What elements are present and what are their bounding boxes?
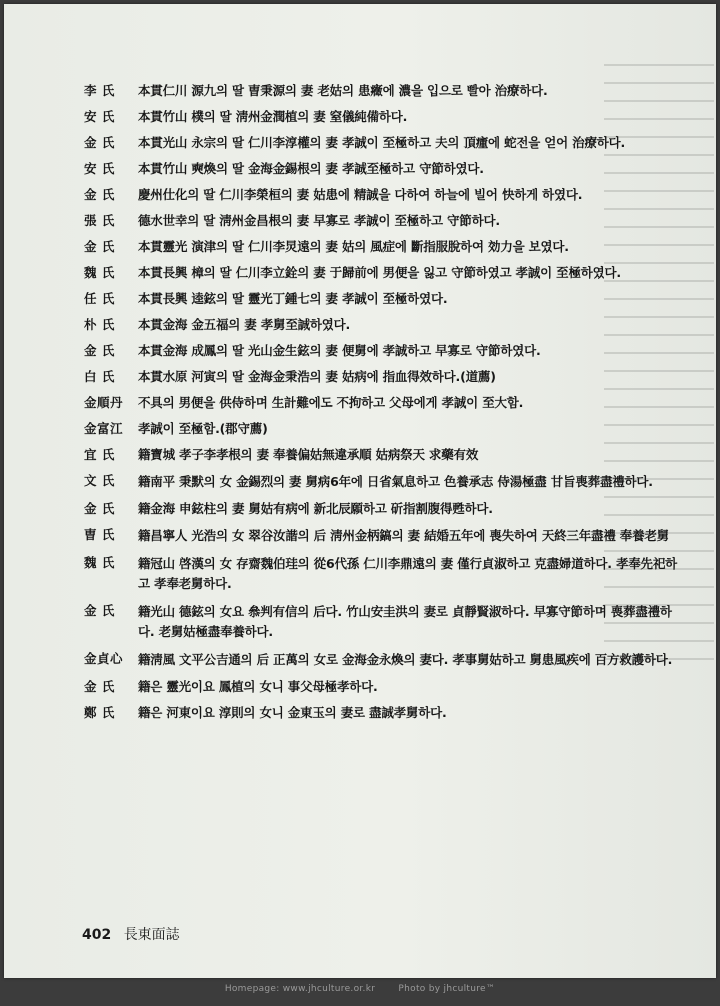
book-title: 長東面誌 [123, 927, 180, 943]
entry [84, 186, 684, 204]
entry-text: 本貫仁川 源九의 딸 曺秉源의 妻 老姑의 患癥에 濃을 입으로 빨아 治療하다. [138, 83, 548, 98]
entry-text: 孝誠이 至極함.(郡守薦) [138, 421, 268, 436]
entry-text: 慶州仕化의 딸 仁川李榮桓의 妻 姑患에 精誠을 다하여 하늘에 빌어 快하게 하였다. [138, 187, 583, 202]
photo-credit: Photo by jhculture™ [398, 984, 496, 994]
entry [84, 290, 684, 308]
entry-text: 籍은 河東이요 淳則의 女니 金東玉의 妻로 盡誠孝舅하다. [138, 705, 447, 720]
entry-name: 金 氏 [84, 135, 115, 150]
entry-text: 不具의 男便을 供侍하며 生計難에도 不拘하고 父母에게 孝誠이 至大함. [138, 395, 524, 410]
entry-text: 籍南平 秉默의 女 金錫烈의 妻 舅病6年에 日省氣息하고 色養承志 侍湯極盡 甘旨喪葬盡禮하다. [138, 474, 653, 489]
entry-name: 鄭 氏 [84, 705, 115, 720]
entry [84, 264, 684, 282]
entry-name: 金 氏 [84, 343, 115, 358]
entry [84, 212, 684, 230]
entry-name: 白 氏 [84, 369, 115, 384]
page-footer [82, 924, 180, 944]
entry [84, 316, 684, 334]
entry [84, 368, 684, 386]
entry-name: 金 氏 [84, 679, 115, 694]
entry-name: 金 氏 [84, 187, 115, 202]
entry-text: 本貫光山 永宗의 딸 仁川李淳權의 妻 孝誠이 至極하고 夫의 頂瘇에 蛇전을 얻어 治療하다. [138, 135, 626, 150]
entry [84, 650, 684, 670]
entry-text: 籍淸風 文平公吉通의 后 正萬의 女로 金海金永煥의 妻다. 孝事舅姑하고 舅患風疾에 百方救護하다. [138, 652, 673, 667]
entry-text: 籍昌寧人 光浩의 女 翠谷汝諧의 后 淸州金柄鎬의 妻 結婚五年에 喪失하여 天終三年盡禮 奉養老舅 [138, 528, 669, 543]
entry-name: 文 氏 [84, 473, 115, 488]
entry [84, 134, 684, 152]
page-number: 402 [82, 927, 112, 943]
entry [84, 704, 684, 722]
entry-text: 本貫靈光 演津의 딸 仁川李炅遠의 妻 姑의 風症에 斷指服脫하여 効力을 보였다. [138, 239, 569, 254]
entry-text: 本貫竹山 樸의 딸 淸州金潤植의 妻 窒儀純備하다. [138, 109, 408, 124]
entry-name: 張 氏 [84, 213, 115, 228]
entry-name: 金貞心 [84, 651, 124, 666]
entry [84, 602, 684, 642]
entry-name: 朴 氏 [84, 317, 115, 332]
entry [84, 342, 684, 360]
entry [84, 678, 684, 696]
entry [84, 526, 684, 546]
entry [84, 82, 684, 100]
entry [84, 160, 684, 178]
entry [84, 420, 684, 438]
entry-name: 魏 氏 [84, 555, 115, 570]
entry-text: 籍金海 申鉉柱의 妻 舅姑有病에 新北辰願하고 斫指割腹得甦하다. [138, 501, 493, 516]
entry-text: 本貫長興 樟의 딸 仁川李立銓의 妻 于歸前에 男便을 잃고 守節하였고 孝誠이 至極하였다. [138, 265, 621, 280]
entry-name: 安 氏 [84, 109, 115, 124]
entry [84, 554, 684, 594]
entry-text: 本貫金海 成鳳의 딸 光山金生鉉의 妻 便舅에 孝誠하고 早寡로 守節하였다. [138, 343, 541, 358]
entry-name: 曺 氏 [84, 527, 115, 542]
entry-text: 籍光山 德鉉의 女요 叅判有信의 后다. 竹山安圭洪의 妻로 貞靜賢淑하다. 早寡守節하며 喪葬盡禮하다. 老舅姑極盡奉養하다. [138, 604, 672, 639]
homepage-credit: Homepage: www.jhculture.or.kr [224, 984, 376, 994]
entry [84, 500, 684, 518]
entry [84, 394, 684, 412]
entry-text: 本貫長興 逵鉉의 딸 靈光丁鍾七의 妻 孝誠이 至極하였다. [138, 291, 448, 306]
entry [84, 446, 684, 464]
entry-name: 金順丹 [84, 395, 124, 410]
entry [84, 108, 684, 126]
entry [84, 472, 684, 492]
entry [84, 238, 684, 256]
entry-text: 籍은 靈光이요 鳳植의 女니 事父母極孝하다. [138, 679, 378, 694]
watermark-credit [0, 984, 720, 994]
entry-name: 金 氏 [84, 501, 115, 516]
entry-text: 籍冠山 啓漢의 女 存齋魏伯珪의 從6代孫 仁川李鼎遠의 妻 僅行貞淑하고 克盡婦道하다. 孝奉先祀하고 孝奉老舅하다. [138, 556, 678, 591]
entry-text: 籍寶城 孝子李孝根의 妻 奉養偏姑無違承順 姑病祭天 求藥有效 [138, 447, 479, 462]
entry-name: 任 氏 [84, 291, 115, 306]
entry-text: 本貫水原 河寅의 딸 金海金秉浩의 妻 姑病에 指血得效하다.(道薦) [138, 369, 496, 384]
document-page [4, 4, 716, 978]
entry-name: 宜 氏 [84, 447, 115, 462]
entry-name: 李 氏 [84, 83, 115, 98]
entry-text: 德水世幸의 딸 淸州金昌根의 妻 早寡로 孝誠이 至極하고 守節하다. [138, 213, 500, 228]
entry-name: 魏 氏 [84, 265, 115, 280]
entry-list [84, 82, 684, 730]
entry-name: 金 氏 [84, 603, 115, 618]
entry-name: 安 氏 [84, 161, 115, 176]
entry-name: 金 氏 [84, 239, 115, 254]
entry-name: 金富江 [84, 421, 124, 436]
entry-text: 本貫竹山 奭煥의 딸 金海金錫根의 妻 孝誠至極하고 守節하였다. [138, 161, 484, 176]
entry-text: 本貫金海 金五福의 妻 孝舅至誠하였다. [138, 317, 351, 332]
